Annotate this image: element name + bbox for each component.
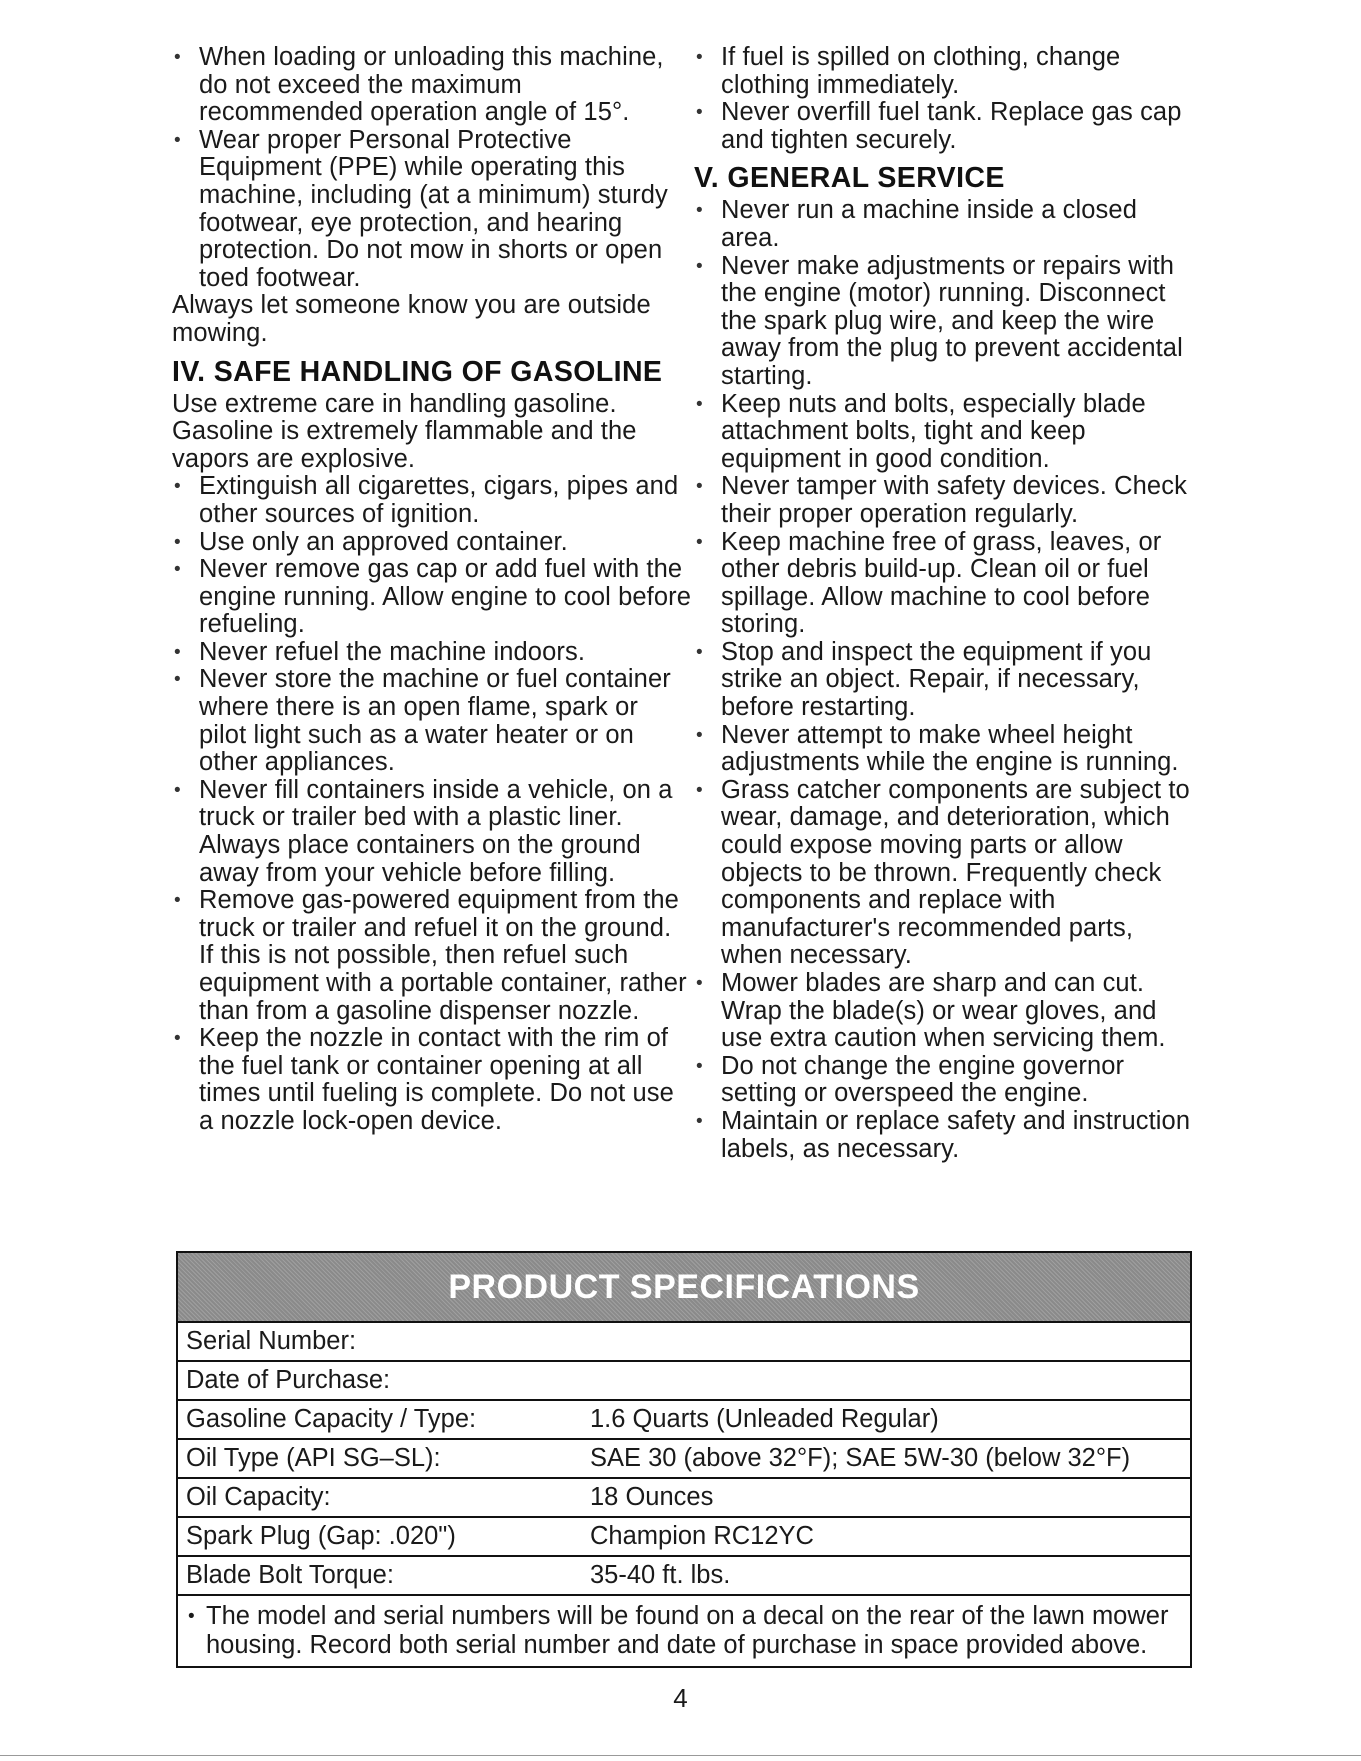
page-number: 4 (673, 1683, 688, 1713)
list-item: • Maintain or replace safety and instruction labels, as necessary. (694, 1108, 1194, 1163)
specifications-note (178, 1596, 1190, 1666)
list-item: • Never overfill fuel tank. Replace gas cap and tighten securely. (694, 99, 1194, 154)
service-bullet-list (694, 197, 1194, 1163)
spec-label: Gasoline Capacity / Type: (186, 1405, 477, 1433)
spec-label: Oil Capacity: (186, 1483, 331, 1511)
list-item: • Never run a machine inside a closed area. (694, 197, 1194, 252)
specifications-title: PRODUCT SPECIFICATIONS (178, 1253, 1190, 1323)
spec-label: Blade Bolt Torque: (186, 1561, 394, 1589)
table-row (178, 1557, 1190, 1596)
intro-bullet-list (172, 44, 692, 292)
list-item: • Keep nuts and bolts, especially blade attachment bolts, tight and keep equipment in good condition. (694, 391, 1194, 474)
list-item: • Mower blades are sharp and can cut. Wrap the blade(s) or wear gloves, and use extra caution when servicing them. (694, 970, 1194, 1053)
spec-value: 1.6 Quarts (Unleaded Regular) (590, 1405, 939, 1433)
table-row (178, 1401, 1190, 1440)
table-row (178, 1323, 1190, 1362)
spec-label: Spark Plug (Gap: .020") (186, 1522, 456, 1550)
table-row (178, 1518, 1190, 1557)
list-item: • Never attempt to make wheel height adjustments while the engine is running. (694, 722, 1194, 777)
list-item: • When loading or unloading this machine, do not exceed the maximum recommended operation angle of 15°. (172, 44, 692, 127)
list-item: • Wear proper Personal Protective Equipment (PPE) while operating this machine, including (at a minimum) sturdy footwear, eye protection, and hearing protection. Do not mow in shorts or open toed footwear. (172, 127, 692, 293)
list-item: • Never make adjustments or repairs with the engine (motor) running. Disconnect the spark plug wire, and keep the wire away from the plug to prevent accidental starting. (694, 253, 1194, 391)
spec-label: Serial Number: (186, 1327, 357, 1355)
spec-label: Date of Purchase: (186, 1366, 391, 1394)
spec-value: SAE 30 (above 32°F); SAE 5W-30 (below 32°F) (590, 1444, 1131, 1472)
spec-value: 35-40 ft. lbs. (590, 1561, 731, 1589)
list-item: • Extinguish all cigarettes, cigars, pipes and other sources of ignition. (172, 473, 692, 528)
list-item: • Remove gas-powered equipment from the truck or trailer and refuel it on the ground. If this is not possible, then refuel such equipment with a portable container, rather than from a gasoline dispenser nozzle. (172, 887, 692, 1025)
section-heading-general-service: V. GENERAL SERVICE (694, 162, 1005, 195)
section-intro: Use extreme care in handling gasoline. Gasoline is extremely flammable and the vapors are explosive. (172, 389, 637, 473)
left-column (172, 44, 692, 1136)
spec-label: Oil Type (API SG–SL): (186, 1444, 441, 1472)
table-row (178, 1479, 1190, 1518)
list-item: • If fuel is spilled on clothing, change clothing immediately. (694, 44, 1194, 99)
list-item: • Use only an approved container. (172, 529, 692, 557)
list-item: • Keep the nozzle in contact with the rim of the fuel tank or container opening at all times until fueling is complete. Do not use a nozzle lock-open device. (172, 1025, 692, 1135)
bottom-divider (0, 1755, 1361, 1756)
list-item: • Never tamper with safety devices. Check their proper operation regularly. (694, 473, 1194, 528)
intro-note: Always let someone know you are outside mowing. (172, 291, 651, 347)
list-item: • Never remove gas cap or add fuel with the engine running. Allow engine to cool before refueling. (172, 556, 692, 639)
table-row (178, 1362, 1190, 1401)
list-item: • Do not change the engine governor setting or overspeed the engine. (694, 1053, 1194, 1108)
list-item: • Stop and inspect the equipment if you strike an object. Repair, if necessary, before restarting. (694, 639, 1194, 722)
list-item: • Grass catcher components are subject to wear, damage, and deterioration, which could expose moving parts or allow objects to be thrown. Frequently check components and replace with manufacturer's recommended parts, when necessary. (694, 777, 1194, 970)
list-item: • Never store the machine or fuel container where there is an open flame, spark or pilot light such as a water heater or on other appliances. (172, 666, 692, 776)
spec-value: 18 Ounces (590, 1483, 714, 1511)
gasoline-bullet-list (172, 473, 692, 1135)
product-specifications-table (176, 1251, 1192, 1668)
list-item: • Never refuel the machine indoors. (172, 639, 692, 667)
table-row (178, 1440, 1190, 1479)
list-item: • Keep machine free of grass, leaves, or other debris build-up. Clean oil or fuel spillage. Allow machine to cool before storing. (694, 529, 1194, 639)
right-column (694, 44, 1194, 1163)
list-item: • Never fill containers inside a vehicle, on a truck or trailer bed with a plastic liner. Always place containers on the ground away from your vehicle before filling. (172, 777, 692, 887)
section-heading-gasoline: IV. SAFE HANDLING OF GASOLINE (172, 355, 663, 388)
fuel-bullet-list (694, 44, 1194, 154)
spec-value: Champion RC12YC (590, 1522, 814, 1550)
bullet-icon: • (188, 1606, 195, 1627)
note-text: The model and serial numbers will be found on a decal on the rear of the lawn mower housing. Record both serial number and date of purchase in space provided above. (206, 1602, 1169, 1659)
